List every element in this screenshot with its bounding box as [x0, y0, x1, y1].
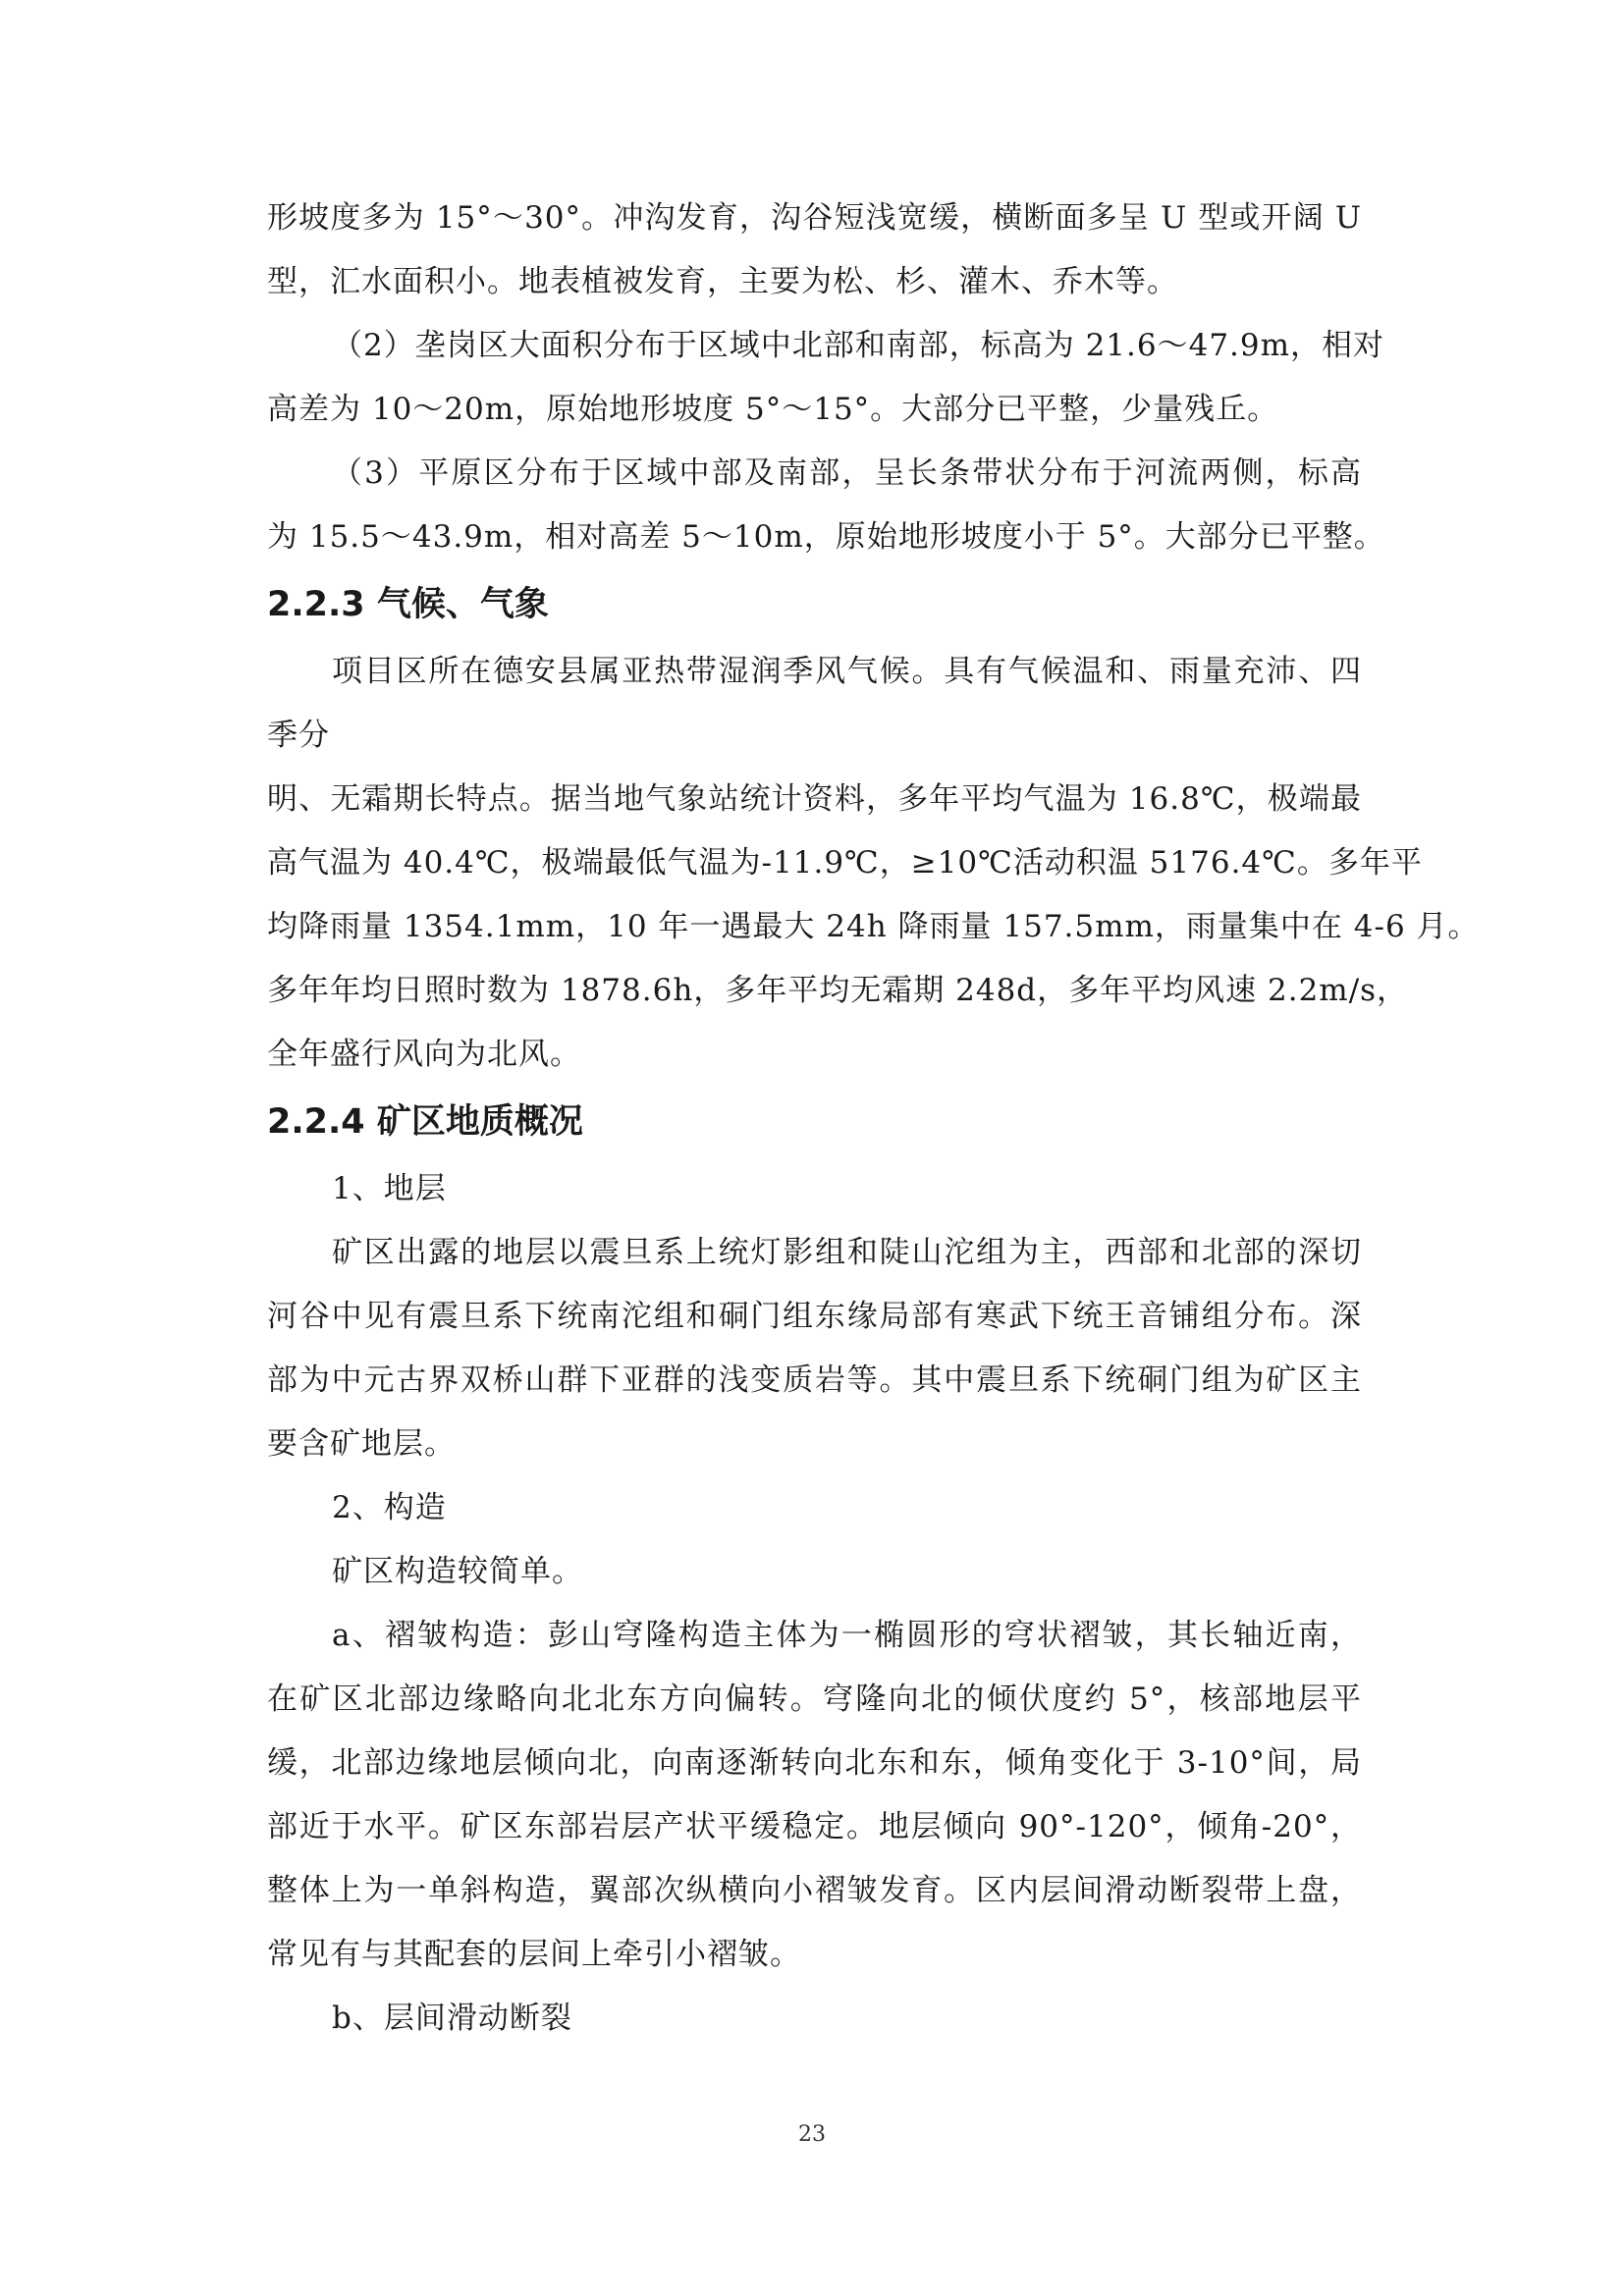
text-line: 要含矿地层。	[267, 1426, 456, 1462]
text-line: 矿区出露的地层以震旦系上统灯影组和陡山沱组为主，西部和北部的深切	[332, 1235, 1362, 1270]
subsection-title-fault: b、层间滑动断裂	[332, 2001, 572, 2036]
text-line: 明、无霜期长特点。据当地气象站统计资料，多年平均气温为 16.8℃，极端最	[267, 781, 1362, 817]
text-line: 形坡度多为 15°～30°。冲沟发育，沟谷短浅宽缓，横断面多呈 U 型或开阔 U	[267, 200, 1362, 236]
paragraph-plain-area	[267, 442, 1385, 569]
text-line: 型，汇水面积小。地表植被发育，主要为松、杉、灌木、乔木等。	[267, 264, 1178, 299]
text-line: 全年盛行风向为北风。	[267, 1037, 581, 1072]
text-line: 常见有与其配套的层间上牵引小褶皱。	[267, 1937, 801, 1972]
section-heading-geology: 2.2.4 矿区地质概况	[267, 1102, 583, 1142]
paragraph-ridge-area	[267, 314, 1385, 442]
text-line: 为 15.5～43.9m，相对高差 5～10m，原始地形坡度小于 5°。大部分已平整。	[267, 519, 1385, 555]
subsection-title-stratum: 1、地层	[332, 1171, 447, 1206]
paragraph-climate	[267, 640, 1480, 1087]
text-line: a、褶皱构造：彭山穹隆构造主体为一椭圆形的穹状褶皱，其长轴近南，	[332, 1618, 1362, 1653]
page-number: 23	[798, 2122, 826, 2147]
text-line: 在矿区北部边缘略向北北东方向偏转。穹隆向北的倾伏度约 5°，核部地层平	[267, 1682, 1362, 1717]
text-line: 多年年均日照时数为 1878.6h，多年平均无霜期 248d，多年平均风速 2.2m/s，	[267, 973, 1409, 1008]
text-line: （2）垄岗区大面积分布于区域中北部和南部，标高为 21.6～47.9m，相对	[332, 328, 1385, 363]
text-line: 缓，北部边缘地层倾向北，向南逐渐转向北东和东，倾角变化于 3-10°间，局	[267, 1745, 1362, 1781]
text-line: 整体上为一单斜构造，翼部次纵横向小褶皱发育。区内层间滑动断裂带上盘，	[267, 1873, 1362, 1908]
paragraph-structure-intro: 矿区构造较简单。	[332, 1554, 583, 1589]
subsection-title-structure: 2、构造	[332, 1490, 447, 1525]
text-line: 高差为 10～20m，原始地形坡度 5°～15°。大部分已平整，少量残丘。	[267, 392, 1279, 427]
text-line: 部为中元古界双桥山群下亚群的浅变质岩等。其中震旦系下统硐门组为矿区主	[267, 1362, 1362, 1398]
text-line: 季分	[267, 718, 330, 753]
text-line: 部近于水平。矿区东部岩层产状平缓稳定。地层倾向 90°-120°，倾角-20°，	[267, 1809, 1362, 1844]
document-page	[267, 187, 1480, 2051]
paragraph-stratum	[267, 1221, 1362, 1476]
text-line: 均降雨量 1354.1mm，10 年一遇最大 24h 降雨量 157.5mm，雨量集中在 4-6 月。	[267, 909, 1480, 944]
text-line: 河谷中见有震旦系下统南沱组和硐门组东缘局部有寒武下统王音铺组分布。深	[267, 1299, 1362, 1334]
text-line: 高气温为 40.4℃，极端最低气温为-11.9℃，≥10℃活动积温 5176.4℃。多年平	[267, 845, 1423, 881]
section-heading-climate: 2.2.3 气候、气象	[267, 585, 549, 624]
paragraph-landform-slope	[267, 187, 1362, 314]
paragraph-fold-structure	[267, 1604, 1362, 1987]
text-line: （3）平原区分布于区域中部及南部，呈长条带状分布于河流两侧，标高	[332, 455, 1362, 491]
text-line: 项目区所在德安县属亚热带湿润季风气候。具有气候温和、雨量充沛、四	[332, 654, 1362, 689]
